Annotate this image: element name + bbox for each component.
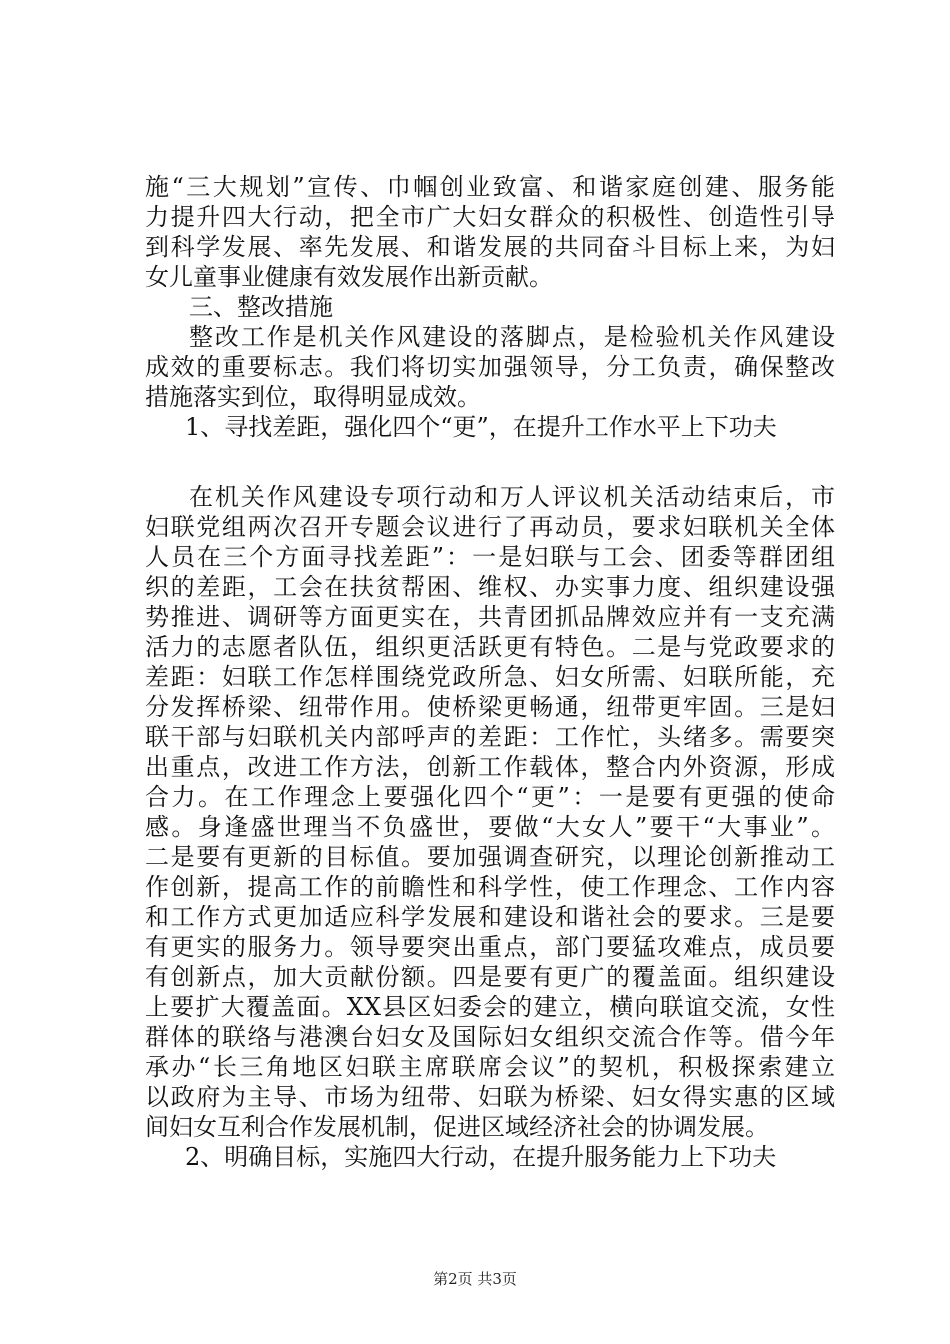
text-line: 二是要有更新的目标值。要加强调查研究，以理论创新推动工 [145,843,835,871]
text-line: 在机关作风建设专项行动和万人评议机关活动结束后，市 [189,483,835,511]
text-line: 施“三大规划”宣传、巾帼创业致富、和谐家庭创建、服务能 [145,173,835,201]
text-line: 出重点，改进工作方法，创新工作载体，整合内外资源，形成 [145,753,835,781]
text-line: 承办“长三角地区妇联主席联席会议”的契机，积极探索建立 [145,1053,835,1081]
document-body [145,172,835,1172]
text-line: 合力。在工作理念上要强化四个“更”：一是要有更强的使命 [145,783,835,811]
text-line: 上要扩大覆盖面。XX县区妇委会的建立，横向联谊交流，女性 [145,993,835,1021]
heading-line: 2、明确目标，实施四大行动，在提升服务能力上下功夫 [185,1143,777,1171]
text-line: 织的差距，工会在扶贫帮困、维权、办实事力度、组织建设强 [145,573,835,601]
text-line: 措施落实到位，取得明显成效。 [145,383,481,411]
paragraph-intro [145,322,835,412]
text-line: 有创新点，加大贡献份额。四是要有更广的覆盖面。组织建设 [145,963,835,991]
text-line: 妇联党组两次召开专题会议进行了再动员，要求妇联机关全体 [145,513,835,541]
text-line: 整改工作是机关作风建设的落脚点，是检验机关作风建设 [189,323,835,351]
text-line: 力提升四大行动，把全市广大妇女群众的积极性、创造性引导 [145,203,835,231]
text-line: 联干部与妇联机关内部呼声的差距：工作忙，头绪多。需要突 [145,723,835,751]
paragraph-main [145,482,835,1142]
text-line: 作创新，提高工作的前瞻性和科学性，使工作理念、工作内容 [145,873,835,901]
subheading-1 [145,412,835,442]
subheading-2 [145,1142,835,1172]
page-footer: 第2页 共3页 [433,1270,517,1288]
heading-line: 三、整改措施 [189,293,333,321]
text-line: 群体的联络与港澳台妇女及国际妇女组织交流合作等。借今年 [145,1023,835,1051]
heading-line: 1、寻找差距，强化四个“更”，在提升工作水平上下功夫 [185,413,777,441]
text-line: 间妇女互利合作发展机制，促进区域经济社会的协调发展。 [145,1113,769,1141]
text-line: 感。身逢盛世理当不负盛世，要做“大女人”要干“大事业”。 [145,813,835,841]
blank-space [145,442,835,482]
text-line: 成效的重要标志。我们将切实加强领导，分工负责，确保整改 [145,353,835,381]
text-line: 人员在三个方面寻找差距”：一是妇联与工会、团委等群团组 [145,543,835,571]
text-line: 有更实的服务力。领导要突出重点，部门要猛攻难点，成员要 [145,933,835,961]
text-line: 女儿童事业健康有效发展作出新贡献。 [145,263,553,291]
section-heading [145,292,835,322]
paragraph-continuation [145,172,835,292]
text-line: 以政府为主导、市场为纽带、妇联为桥梁、妇女得实惠的区域 [145,1083,835,1111]
text-line: 分发挥桥梁、纽带作用。使桥梁更畅通，纽带更牢固。三是妇 [145,693,835,721]
text-line: 差距：妇联工作怎样围绕党政所急、妇女所需、妇联所能，充 [145,663,835,691]
text-line: 到科学发展、率先发展、和谐发展的共同奋斗目标上来，为妇 [145,233,835,261]
text-line: 活力的志愿者队伍，组织更活跃更有特色。二是与党政要求的 [145,633,835,661]
text-line: 势推进、调研等方面更实在，共青团抓品牌效应并有一支充满 [145,603,835,631]
text-line: 和工作方式更加适应科学发展和建设和谐社会的要求。三是要 [145,903,835,931]
